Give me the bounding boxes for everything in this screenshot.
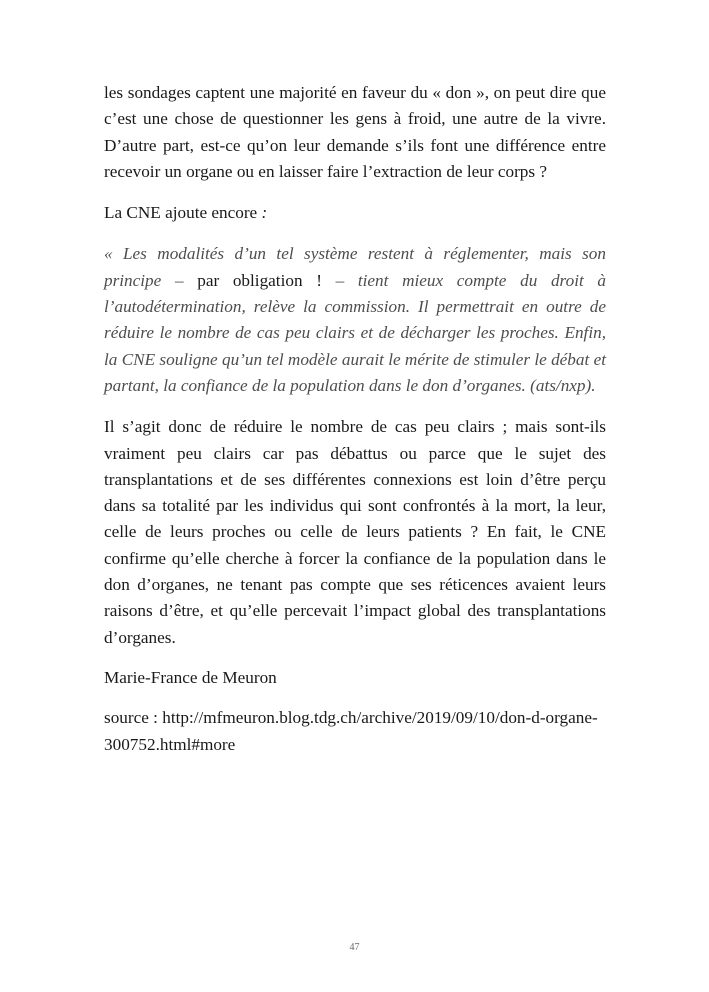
quote-intro-text: La CNE ajoute encore xyxy=(104,203,258,223)
quote-intro-colon: : xyxy=(257,203,268,223)
author-signature: Marie-France de Meuron xyxy=(104,667,277,687)
blockquote-cne xyxy=(104,241,606,399)
quote-emphasis: par obligation ! xyxy=(197,270,322,290)
page-body xyxy=(104,80,606,758)
source-line xyxy=(104,705,606,758)
quote-part-2: – tient mieux compte du droit à l’autodétermination, relève la commission. Il permettrait en outre de réduire le nombre de cas peu clairs et de décharger les proches. Enfin, la CNE souligne qu’un tel modèle aurait le mérite de stimuler le débat et partant, la confiance de la population dans le don d’organes. (ats/nxp). xyxy=(104,270,607,395)
quote-part-1: « Les modalités d’un tel système restent à réglementer, mais son principe – xyxy=(104,244,606,290)
paragraph-opening: les sondages captent une majorité en faveur du « don », on peut dire que c’est une chose de questionner les gens à froid, une autre de la vivre. D’autre part, est-ce qu’on leur demande s’ils font une différence entre recevoir un organe ou en laisser faire l’extraction de leur corps ? xyxy=(104,83,606,181)
quote-intro xyxy=(104,200,606,226)
source-link[interactable]: http://mfmeuron.blog.tdg.ch/archive/2019/09/10/don-d-organe-300752.html#more xyxy=(104,708,598,754)
paragraph-analysis: Il s’agit donc de réduire le nombre de cas peu clairs ; mais sont-ils vraiment peu clairs car pas débattus ou parce que le sujet des transplantations et de ses différentes connexions est loin d’être perçu dans sa totalité par les individus qui sont confrontés à la mort, la leur, celle de leurs proches ou celle de leurs patients ? En fait, le CNE confirme qu’elle cherche à forcer la confiance de la population dans le don d’organes, ne tenant pas compte que ses réticences avaient leurs raisons d’être, et qu’elle percevait l’impact global des transplantations d’organes. xyxy=(104,417,606,647)
page-number: 47 xyxy=(349,942,360,953)
source-label: source : xyxy=(104,708,163,728)
